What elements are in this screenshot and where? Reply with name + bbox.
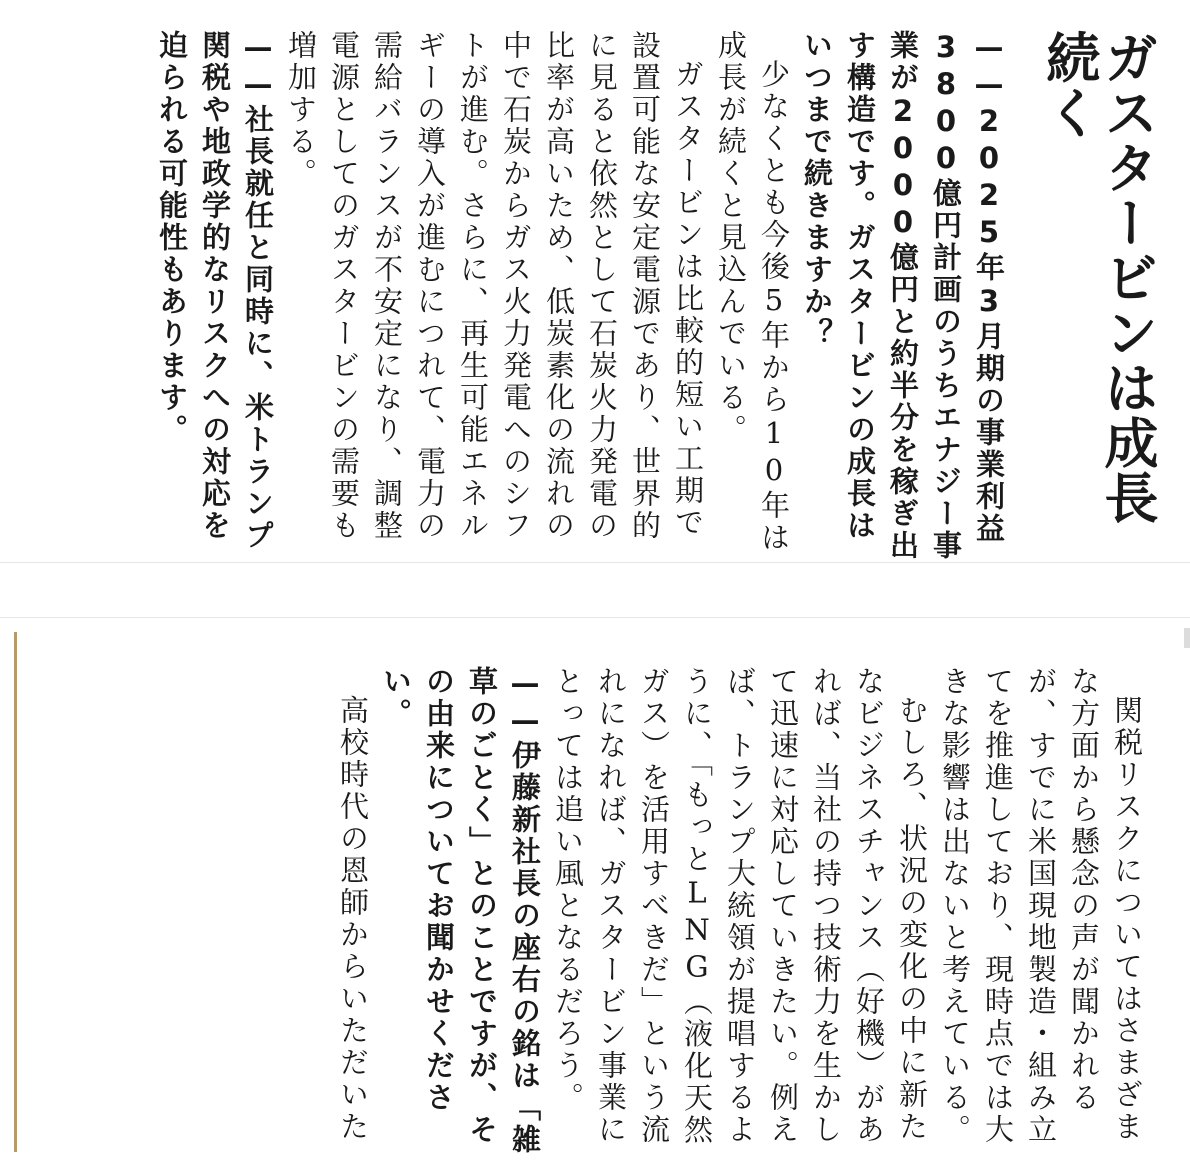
vertical-text-column-top [150, 0, 1190, 562]
article-panel-bottom [0, 618, 1190, 1165]
answer-paragraph: 高校時代の恩師からいただいた [336, 695, 370, 1143]
article-panel-top [0, 0, 1190, 562]
answer-paragraph: ガスタービンは比較的短い工期で設置可能な安定電源であり、世界的に見ると依然として石炭火力発電の比率が高いため、低炭素化の流れの中で石炭からガス火力発電へのシフトが進む。さらに、再生可能エネルギーの導入が進むにつれて、電力の需給バランスが不安定になり、調整電源としてのガスタービンの需要も増加する。 [284, 30, 705, 542]
answer-paragraph: 少なくとも今後5年から10年は成長が続くと見込んでいる。 [714, 30, 791, 554]
panel-divider [0, 562, 1190, 618]
interview-question: ——2025年3月期の事業利益3800億円計画のうちエナジー事業が2000億円と約半分を稼ぎ出す構造です。ガスタービンの成長はいつまで続きますか？ [800, 30, 1006, 562]
interview-question: ——社長就任と同時に、米トランプ関税や地政学的なリスクへの対応を迫られる可能性もあります。 [155, 30, 275, 552]
column-rule [14, 632, 17, 1152]
answer-paragraph: むしろ、状況の変化の中に新たなビジネスチャンス（好機）があれば、当社の持つ技術力を生かして迅速に対応していきたい。例えば、トランプ大統領が提唱するように、「もっとLNG（液化天然ガス）を活用すべきだ」という流れになれば、ガスタービン事業にとっては追い風となるだろう。 [551, 666, 929, 1147]
interview-question: ——伊藤新社長の座右の銘は「雑草のごとく」とのことですが、その由来についてお聞かせください。 [379, 666, 542, 1156]
answer-paragraph: 関税リスクについてはさまざまな方面から懸念の声が聞かれるが、すでに米国現地製造・組み立てを推進しており、現時点では大きな影響は出ないと考えている。 [938, 666, 1144, 1146]
vertical-text-column-bottom [331, 618, 1190, 1165]
section-headline: ガスタービンは成長続く [1038, 30, 1159, 525]
